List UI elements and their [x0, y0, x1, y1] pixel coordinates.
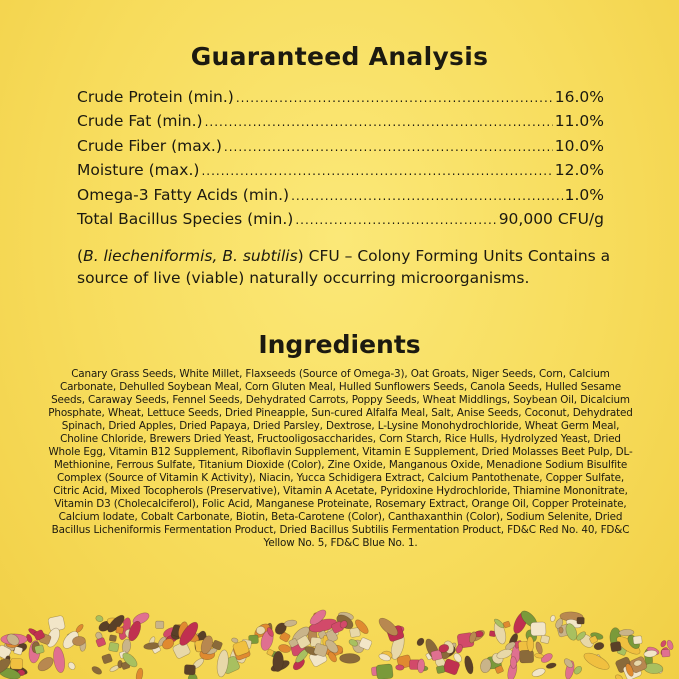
seed-piece [582, 650, 612, 673]
analysis-value: 1.0% [564, 185, 604, 204]
seed-piece [546, 662, 557, 669]
analysis-value: 11.0% [554, 112, 604, 131]
analysis-value: 10.0% [554, 136, 604, 155]
ingredients-title: Ingredients [258, 330, 421, 359]
seed-mix-image [0, 590, 679, 679]
analysis-label: Moisture (max.) [77, 161, 200, 180]
seed-piece [531, 667, 546, 678]
seed-piece [376, 664, 393, 679]
analysis-label: Total Bacillus Species (min.) [77, 209, 294, 228]
seed-piece [91, 665, 103, 676]
seed-piece [550, 615, 556, 623]
seed-piece [52, 646, 67, 674]
note-open-paren: ( [77, 247, 84, 265]
dot-leader [201, 164, 552, 178]
analysis-label: Omega-3 Fatty Acids (min.) [77, 185, 290, 204]
seed-piece [610, 641, 622, 652]
seed-piece [184, 665, 195, 675]
cfu-note [77, 245, 617, 289]
analysis-row [77, 161, 604, 185]
seed-piece [577, 617, 585, 624]
seed-piece [559, 627, 564, 633]
analysis-row [77, 112, 604, 136]
analysis-value: 12.0% [554, 161, 604, 180]
seed-piece [463, 655, 475, 675]
analysis-value: 16.0% [554, 88, 604, 106]
seed-piece [101, 653, 112, 664]
seed-piece [614, 674, 624, 679]
seed-piece [11, 658, 23, 669]
note-text: ) CFU – Colony Forming Units Contains a source of live (viable) naturally occurring microorganisms. [77, 247, 611, 287]
seed-piece [416, 637, 426, 647]
seed-piece [633, 636, 642, 645]
dot-leader [205, 115, 553, 129]
analysis-row [77, 137, 604, 161]
seed-piece [95, 614, 104, 622]
seed-piece [527, 636, 534, 651]
dot-leader [236, 91, 553, 105]
ingredients-list: Canary Grass Seeds, White Millet, Flaxseeds (Source of Omega-3), Oat Groats, Niger Seeds, Corn, Calcium Carbonate, Dehulled Soybean Meal, Corn Gluten Meal, Hulled Sunflowers Seeds, Canola Seeds, Hulled Sesame Seeds, Caraway Seeds, Fennel Seeds, Dehydrated Carrots, Poppy Seeds, Wheat Middlings, Soybean Oil, Dicalcium Phosphate, Wheat, Lettuce Seeds, Dried Pineapple, Sun-cured Alfalfa Meal, Salt, Anise Seeds, Coconut, Dehydrated Spinach, Dried Apples, Dried Papaya, Dried Parsley, Dextrose, L-Lysine Monohydrochloride, Wheat Germ Meal, Choline Chloride, Brewers Dried Yeast, Fructooligosaccharides, Corn Starch, Rice Hulls, Hydrolyzed Yeast, Dried Whole Egg, Vitamin B12 Supplement, Riboflavin Supplement, Vitamin E Supplement, Dried Molasses Beet Pulp, DL-Methionine, Ferrous Sulfate, Titanium Dioxide (Color), Zine Oxide, Manganous Oxide, Menadione Sodium Bisulfite Complex (Source of Vitamin K Activity), Niacin, Yucca Schidigera Extract, Calcium Pantothenate, Copper Sulfate, Citric Acid, Mixed Tocopherols (Preservative), Vitamin A Acetate, Pyridoxine Hydrochloride, Thiamine Mononitrate, Vitamin D3 (Cholecalciferol), Folic Acid, Manganese Proteinate, Rosemary Extract, Orange Oil, Copper Proteinate, Calcium Iodate, Cobalt Carbonate, Biotin, Beta-Carotene (Color), Canthaxanthin (Color), Sodium Selenite, Dried Bacillus Licheniformis Fermentation Product, Dried Bacillus Subtilis Fermentation Product, FD&C Red No. 40, FD&C Yellow No. 5, FD&C Blue No. 1. [48, 368, 633, 549]
seed-piece [531, 622, 546, 636]
seed-piece [540, 635, 550, 644]
seed-piece [395, 665, 404, 671]
seed-piece [340, 653, 361, 663]
seed-piece [231, 637, 239, 643]
seed-piece [108, 642, 119, 652]
analysis-row [77, 88, 604, 112]
dot-leader [291, 189, 563, 203]
seed-piece [436, 665, 445, 673]
analysis-label: Crude Protein (min.) [77, 88, 234, 106]
seed-piece [519, 650, 533, 663]
seed-piece [34, 645, 44, 655]
analysis-row [77, 210, 604, 234]
seed-piece [510, 656, 517, 668]
seed-piece [67, 661, 77, 671]
seed-piece [593, 641, 604, 650]
seed-piece [644, 663, 663, 675]
dot-leader [224, 140, 553, 154]
dot-leader [295, 213, 496, 227]
seed-piece [660, 640, 667, 648]
analysis-row [77, 186, 604, 210]
analysis-label: Crude Fat (min.) [77, 112, 203, 131]
seed-piece [156, 621, 164, 629]
analysis-table [77, 88, 604, 234]
seed-piece [284, 619, 298, 627]
bacillus-species: B. liecheniformis, B. subtilis [83, 247, 298, 265]
seed-piece [534, 653, 544, 659]
analysis-value: 90,000 CFU/g [498, 209, 604, 228]
seed-piece [116, 626, 124, 634]
seed-piece [135, 668, 144, 679]
seed-piece [109, 635, 117, 642]
seed-piece [535, 641, 544, 654]
analysis-label: Crude Fiber (max.) [77, 136, 222, 155]
seed-piece [661, 649, 670, 657]
guaranteed-analysis-title: Guaranteed Analysis [190, 42, 489, 71]
